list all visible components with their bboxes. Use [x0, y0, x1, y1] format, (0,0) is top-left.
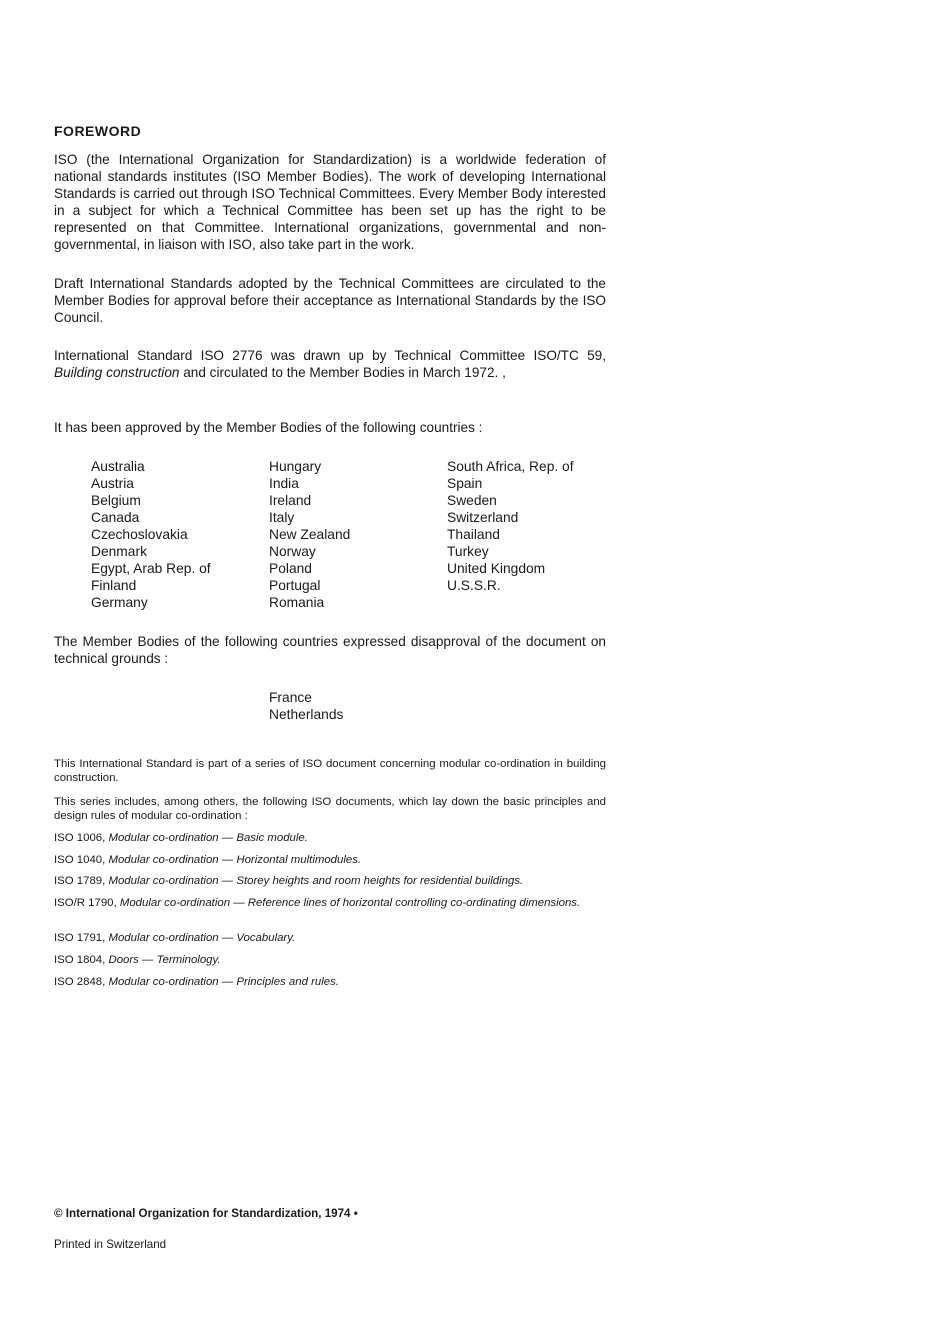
reference-number: ISO 1040,	[54, 854, 106, 866]
reference-title: Modular co-ordination — Horizontal multimodules.	[108, 854, 362, 866]
reference-item	[54, 875, 606, 889]
reference-item	[54, 832, 606, 846]
country-item: Australia	[91, 459, 145, 474]
foreword-paragraph-5: The Member Bodies of the following countries expressed disapproval of the document on technical grounds :	[54, 634, 606, 666]
country-item: Canada	[91, 510, 140, 525]
country-item: Ireland	[269, 493, 312, 508]
reference-title: Modular co-ordination — Principles and rules.	[108, 976, 339, 988]
country-item: Sweden	[447, 493, 497, 508]
country-item: Austria	[91, 476, 134, 491]
reference-number: ISO 2848,	[54, 976, 106, 988]
reference-item	[54, 954, 606, 968]
series-intro: This series includes, among others, the following ISO documents, which lay down the basic principles and design rules of modular co-ordination :	[54, 796, 606, 822]
printed-location: Printed in Switzerland	[54, 1238, 167, 1251]
committee-title: Building construction	[54, 365, 180, 380]
country-column-2	[269, 458, 350, 611]
country-item: Czechoslovakia	[91, 527, 188, 542]
foreword-paragraph-3	[54, 347, 606, 381]
country-item: Turkey	[447, 544, 489, 559]
country-item: New Zealand	[269, 527, 351, 542]
country-item: Finland	[91, 578, 137, 593]
reference-title: Modular co-ordination — Vocabulary.	[108, 932, 296, 944]
paragraph-3-text-after: and circulated to the Member Bodies in March 1972. ,	[179, 365, 506, 380]
country-item: South Africa, Rep. of	[447, 459, 574, 474]
reference-title: Modular co-ordination — Storey heights and room heights for residential buildings.	[108, 875, 524, 887]
copyright-notice: © International Organization for Standardization, 1974 •	[54, 1207, 358, 1220]
reference-title: Modular co-ordination — Basic module.	[108, 832, 308, 844]
foreword-paragraph-4: It has been approved by the Member Bodies of the following countries :	[54, 420, 483, 435]
country-item: Italy	[269, 510, 295, 525]
country-column-3	[447, 458, 574, 594]
country-item: Portugal	[269, 578, 321, 593]
reference-number: ISO 1804,	[54, 954, 106, 966]
reference-item	[54, 976, 606, 990]
paragraph-3-text-before: International Standard ISO 2776 was drawn up by Technical Committee ISO/TC 59,	[54, 348, 606, 363]
reference-item	[54, 854, 606, 868]
country-item: Belgium	[91, 493, 141, 508]
country-item: Denmark	[91, 544, 147, 559]
country-item: India	[269, 476, 299, 491]
series-note: This International Standard is part of a series of ISO document concerning modular co-ordination in building construction.	[54, 758, 606, 784]
country-item: Hungary	[269, 459, 322, 474]
reference-number: ISO 1006,	[54, 832, 106, 844]
country-item: Poland	[269, 561, 312, 576]
country-column-1	[91, 458, 211, 611]
reference-title: Modular co-ordination — Reference lines of horizontal controlling co-ordinating dimensions.	[119, 897, 581, 909]
country-item: France	[269, 690, 312, 705]
country-item: Spain	[447, 476, 483, 491]
country-item: United Kingdom	[447, 561, 546, 576]
disapproving-countries-list	[269, 689, 343, 723]
country-item: Netherlands	[269, 707, 344, 722]
country-item: Switzerland	[447, 510, 519, 525]
reference-number: ISO 1791,	[54, 932, 106, 944]
reference-item	[54, 932, 606, 946]
country-item: Egypt, Arab Rep. of	[91, 561, 211, 576]
page-title: FOREWORD	[54, 123, 142, 139]
country-item: U.S.S.R.	[447, 578, 501, 593]
country-item: Norway	[269, 544, 316, 559]
foreword-paragraph-2: Draft International Standards adopted by the Technical Committees are circulated to the Member Bodies for approval before their acceptance as International Standards by the ISO Council.	[54, 276, 606, 325]
country-item: Germany	[91, 595, 148, 610]
country-item: Thailand	[447, 527, 500, 542]
reference-item	[54, 897, 606, 911]
country-item: Romania	[269, 595, 325, 610]
reference-title: Doors — Terminology.	[108, 954, 221, 966]
reference-number: ISO/R 1790,	[54, 897, 117, 909]
reference-number: ISO 1789,	[54, 875, 106, 887]
foreword-paragraph-1: ISO (the International Organization for Standardization) is a worldwide federation of national standards institutes (ISO Member Bodies). The work of developing International Standards is carried out through ISO Technical Committees. Every Member Body interested in a subject for which a Technical Committee has been set up has the right to be represented on that Committee. International organizations, governmental and non-governmental, in liaison with ISO, also take part in the work.	[54, 152, 606, 252]
